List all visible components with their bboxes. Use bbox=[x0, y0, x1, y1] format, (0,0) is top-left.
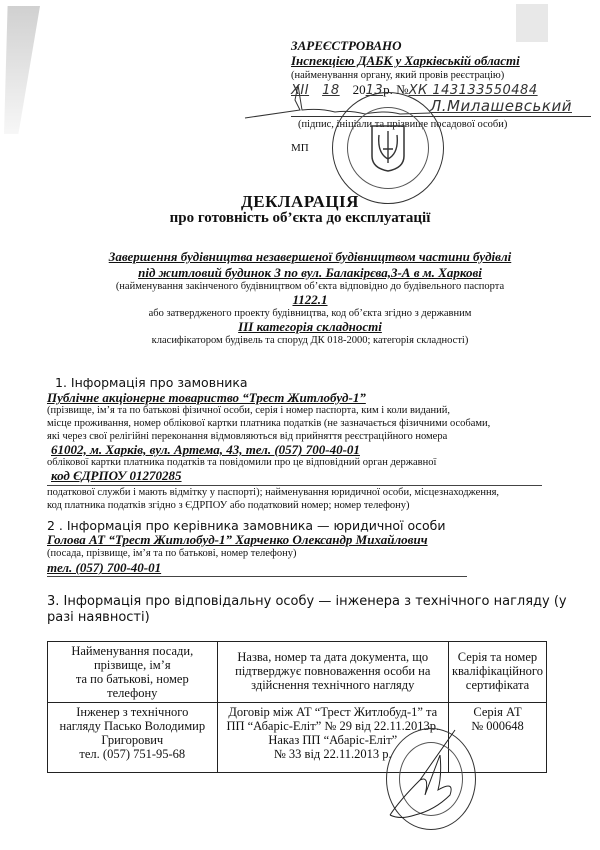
scan-artifact bbox=[4, 6, 40, 134]
header-text: Назва, номер та дата документа, що bbox=[237, 650, 429, 664]
header-cell-certificate bbox=[448, 642, 546, 703]
customer-caption-end-2: код платника податків згідно з ЄДРПОУ або податковий номер; номер телефону) bbox=[47, 500, 410, 511]
header-cell-document bbox=[217, 642, 448, 703]
registration-day: ХІІ bbox=[291, 83, 310, 98]
cell-text: Наказ ПП “Абаріс-Еліт” bbox=[268, 733, 398, 747]
customer-name: Публічне акціонерне товариство “Трест Житлобуд-1” bbox=[47, 390, 366, 405]
registration-number: ХК 143133550484 bbox=[408, 83, 538, 98]
object-code: 1122.1 bbox=[292, 292, 328, 307]
head-phone: тел. (057) 700-40-01 bbox=[47, 560, 162, 575]
object-category: ІІІ категорія складності bbox=[238, 319, 382, 334]
object-code-caption: або затвердженого проекту будівництва, код об’єкта згідно з державним bbox=[148, 308, 472, 319]
cell-text: Серія АТ bbox=[473, 705, 522, 719]
object-name-line2: під житловий будинок 3 по вул. Балакірєва,3-А в м. Харкові bbox=[138, 265, 482, 280]
divider bbox=[47, 576, 467, 577]
header-text: та по батькові, номер bbox=[75, 672, 189, 686]
customer-caption-1: (прізвище, ім’я та по батькові фізичної особи, серія і номер паспорта, ким і коли виданий, bbox=[47, 405, 451, 416]
cell-text: тел. (057) 751-95-68 bbox=[79, 747, 186, 761]
engineer-signature bbox=[380, 720, 490, 835]
header-text: Найменування посади, bbox=[71, 644, 194, 658]
header-text: сертифіката bbox=[465, 678, 530, 692]
registration-year-label: р. № bbox=[383, 82, 409, 97]
customer-edrpou: код ЄДРПОУ 01270285 bbox=[51, 468, 182, 483]
registration-title: ЗАРЕЄСТРОВАНО bbox=[291, 38, 402, 53]
customer-caption-end-1: податкової служби і мають відмітку у паспорті); найменування юридичної особи, місцезнаходження, bbox=[47, 487, 500, 498]
head-caption: (посада, прізвище, ім’я та по батькові, номер телефону) bbox=[47, 548, 297, 559]
header-text: телефону bbox=[107, 686, 158, 700]
header-text: Серія та номер bbox=[457, 650, 538, 664]
cell-text: № 000648 bbox=[471, 719, 524, 733]
section2-heading: 2 . Інформація про керівника замовника — юридичної особи bbox=[47, 518, 446, 533]
section3-heading: 3. Інформація про відповідальну особу — інженера з технічного нагляду (у разі наявності) bbox=[47, 594, 567, 625]
registration-organ-caption: (найменування органу, який провів реєстрацію) bbox=[291, 70, 505, 81]
registration-signer: Л.Милашевський bbox=[430, 97, 572, 115]
head-of-customer: Голова АТ “Трест Житлобуд-1” Харченко Олександр Михайлович bbox=[47, 532, 428, 547]
section-customer bbox=[55, 375, 575, 390]
inspection-stamp bbox=[332, 92, 444, 204]
cell-text: Договір між АТ “Трест Житлобуд-1” та bbox=[228, 705, 438, 719]
customer-address: 61002, м. Харків, вул. Артема, 43, тел. (057) 700-40-01 bbox=[51, 442, 360, 457]
cell-text: Григорович bbox=[101, 733, 164, 747]
object-block bbox=[60, 249, 560, 346]
section-customer-body bbox=[47, 391, 587, 512]
registration-month-day: 18 bbox=[322, 83, 340, 98]
declaration-title: ДЕКЛАРАЦІЯ bbox=[241, 192, 359, 211]
customer-caption-3: які через свої релігійні переконання відмовляються від прийняття реєстраційного номера bbox=[47, 431, 448, 442]
object-category-caption: класифікатором будівель та споруд ДК 018-2000; категорія складності) bbox=[151, 335, 469, 346]
header-text: здійснення технічного нагляду bbox=[251, 678, 415, 692]
header-text: підтверджує повноваження особи на bbox=[235, 664, 431, 678]
object-name-caption: (найменування закінченого будівництвом об’єкта відповідно до будівельного паспорта bbox=[115, 281, 505, 292]
registration-organ: Інспекцією ДАБК у Харківській області bbox=[291, 53, 520, 68]
cell-text: № 33 від 22.11.2013 р. bbox=[273, 747, 392, 761]
scan-artifact bbox=[516, 4, 548, 42]
cell-engineer bbox=[48, 703, 218, 773]
table-header-row bbox=[48, 642, 547, 703]
declaration-subtitle: про готовність об’єкта до експлуатації bbox=[169, 210, 431, 226]
section1-heading: 1. Інформація про замовника bbox=[55, 375, 248, 390]
trident-icon bbox=[369, 123, 407, 173]
registration-year-suffix: 13 bbox=[365, 83, 384, 98]
header-cell-engineer bbox=[48, 642, 218, 703]
signature-line bbox=[291, 116, 591, 117]
signature-caption: (підпис, ініціали та прізвище посадової особи) bbox=[298, 119, 508, 130]
cell-text: ПП “Абаріс-Еліт” № 29 від 22.11.2013р. bbox=[226, 719, 440, 733]
section-head-of-customer bbox=[47, 519, 587, 577]
cell-text: Інженер з технічного bbox=[76, 705, 189, 719]
header-text: прізвище, ім’я bbox=[93, 658, 171, 672]
object-name-line1: Завершення будівництва незавершеної будівництвом частини будівлі bbox=[108, 249, 512, 264]
header-text: кваліфікаційного bbox=[451, 664, 543, 678]
customer-caption-2: місце проживання, номер облікової картки платника податків (не зазначається фізичними особами, bbox=[47, 418, 491, 429]
customer-caption-mid: облікової картки платника податків та повідомили про це відповідний орган державної bbox=[47, 457, 437, 468]
cell-text: нагляду Пасько Володимир bbox=[59, 719, 206, 733]
registration-year-prefix: 20 bbox=[352, 82, 366, 97]
seal-place-label: МП bbox=[291, 142, 309, 154]
